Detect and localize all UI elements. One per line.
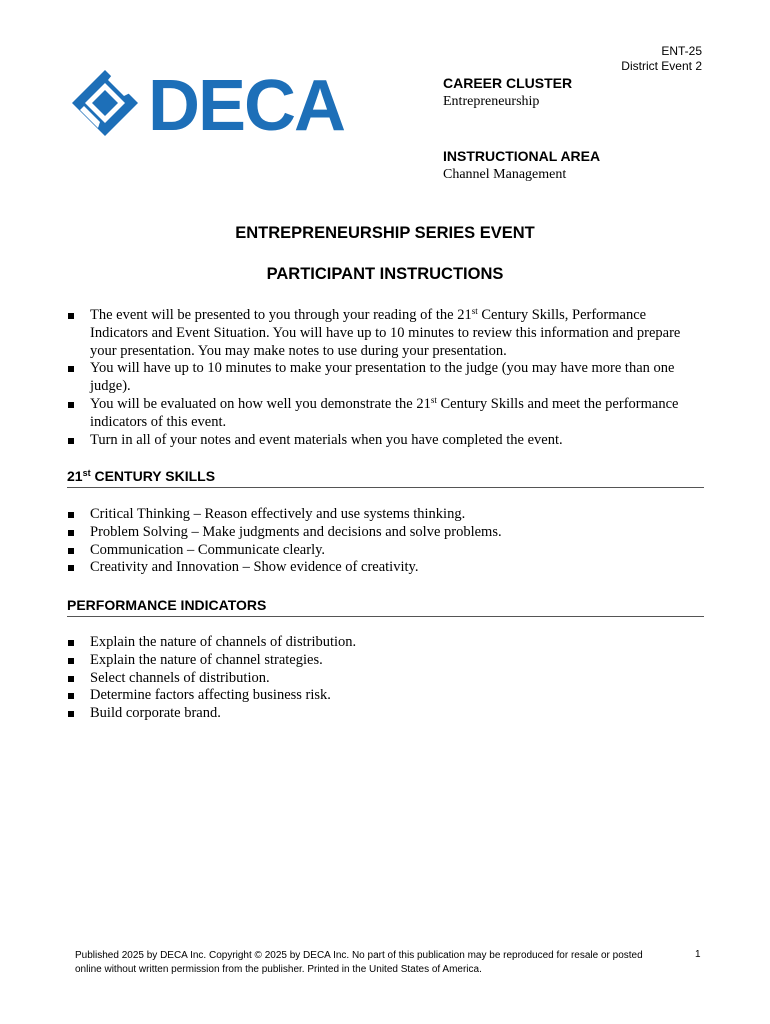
instructions-title: PARTICIPANT INSTRUCTIONS: [266, 265, 504, 283]
list-item: Select channels of distribution.: [67, 670, 707, 688]
event-code: ENT-25: [661, 44, 702, 58]
bullet-icon: [68, 693, 74, 699]
list-item: Explain the nature of channels of distribution.: [67, 634, 707, 652]
bullet-icon: [68, 530, 74, 536]
career-cluster-label: CAREER CLUSTER: [443, 75, 573, 91]
bullet-icon: [68, 711, 74, 717]
list-item: You will have up to 10 minutes to make your presentation to the judge (you may have more than one judge).: [67, 360, 707, 396]
instructional-area-value: Channel Management: [443, 167, 567, 182]
copyright-footer: Published 2025 by DECA Inc. Copyright © 2025 by DECA Inc. No part of this publication may be reproduced for resale or posted online without written permission from the publisher. Printed in the United States of America.: [75, 950, 643, 975]
list-item: Critical Thinking – Reason effectively and use systems thinking.: [67, 506, 707, 524]
skills-heading: 21st CENTURY SKILLS: [67, 468, 704, 488]
list-item: The event will be presented to you through your reading of the 21st Century Skills, Performance Indicators and Event Situation. You will have up to 10 minutes to review this information and prepare your presentation. You may make notes to use during your presentation.: [67, 307, 707, 360]
career-cluster-value: Entrepreneurship: [443, 94, 540, 109]
deca-logo-text: DECA: [148, 70, 345, 136]
bullet-icon: [68, 313, 74, 319]
bullet-icon: [68, 366, 74, 372]
page-number: 1: [695, 949, 701, 960]
event-title: ENTREPRENEURSHIP SERIES EVENT: [235, 224, 535, 242]
bullet-icon: [68, 640, 74, 646]
performance-indicators-list: [67, 634, 707, 723]
list-item: Creativity and Innovation – Show evidence of creativity.: [67, 559, 707, 577]
skills-list: [67, 506, 707, 577]
bullet-icon: [68, 548, 74, 554]
list-item: You will be evaluated on how well you demonstrate the 21st Century Skills and meet the performance indicators of this event.: [67, 396, 707, 432]
bullet-icon: [68, 402, 74, 408]
deca-logo-mark: [72, 70, 372, 136]
deca-logo: [72, 70, 372, 136]
bullet-icon: [68, 565, 74, 571]
event-type: District Event 2: [621, 59, 702, 73]
list-item: Determine factors affecting business risk.: [67, 687, 707, 705]
list-item: Problem Solving – Make judgments and decisions and solve problems.: [67, 524, 707, 542]
bullet-icon: [68, 512, 74, 518]
bullet-icon: [68, 676, 74, 682]
instructional-area-label: INSTRUCTIONAL AREA: [443, 148, 601, 164]
event-code-block: [621, 44, 702, 74]
bullet-icon: [68, 438, 74, 444]
performance-indicators-heading: PERFORMANCE INDICATORS: [67, 597, 704, 617]
instructions-list: [67, 307, 707, 449]
list-item: Build corporate brand.: [67, 705, 707, 723]
list-item: Communication – Communicate clearly.: [67, 542, 707, 560]
list-item: Explain the nature of channel strategies.: [67, 652, 707, 670]
list-item: Turn in all of your notes and event materials when you have completed the event.: [67, 432, 707, 450]
bullet-icon: [68, 658, 74, 664]
